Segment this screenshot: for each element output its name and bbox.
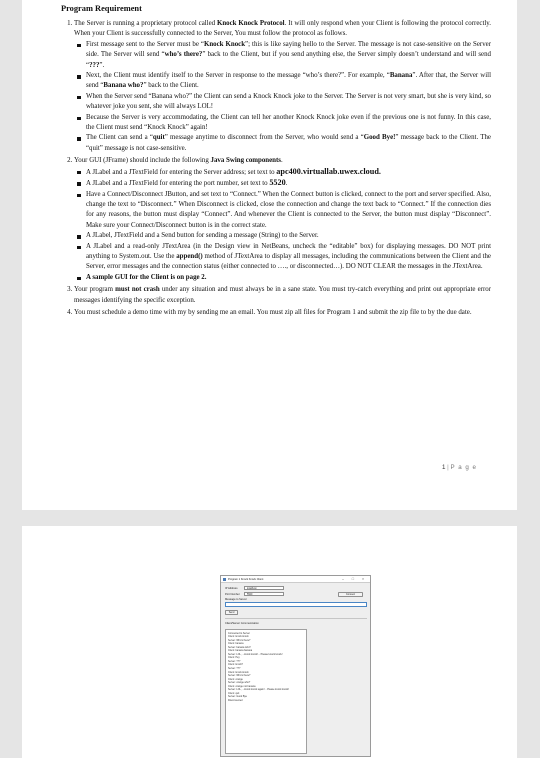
ip-address-field[interactable]: localhost (244, 586, 284, 590)
section-title: Program Requirement (61, 4, 142, 13)
page-number-value: 1 (441, 464, 446, 471)
text: A JLabel, JTextField and a Send button for sending a message (String) to the Server. (86, 232, 319, 240)
text: Have a Connect/Disconnect JButton, and set text to “Connect.” When the Connect button is clicked, connect to the port and server specified. Also, change the text to “Disconnect.” When Disconnect is clicked, close the connection and change the text back to “Connect.” If the connection dies for any reasons, the button must display “Connect”. And whenever the Client is connected to the Server, the button must display “Disconnect”. Make sure your Connect/Disconnect button is in the correct state. (86, 190, 491, 229)
window-titlebar (221, 576, 370, 583)
text: Next, the Client must identify itself to the Server in response to the message “who’s there?”. For example, “ (86, 72, 390, 80)
requirements-list (61, 19, 491, 318)
text: under any situation and must always be in a sane state. You must try-catch everything and print out appropriate error messages identifying the specific exception. (74, 286, 491, 304)
log-line: Server: banana who? (228, 645, 251, 649)
sample-gui-window (220, 575, 371, 757)
bold-text: ??? (89, 61, 100, 69)
log-line: Server: orange who? (228, 681, 251, 685)
gui-components-list (74, 167, 491, 283)
document-page-1 (22, 0, 517, 510)
text: ”. (99, 61, 105, 69)
communication-label: Client/Server Communication (225, 622, 259, 625)
text: A JLabel and a JTextField for entering the port number, set text to (86, 180, 270, 188)
text: Because the Server is very accommodating, the Client can tell her another Knock Knock joke even if the previous one is not funny. In this case, the Client must send “Knock Knock” again! (86, 113, 491, 132)
text: You must schedule a demo time with my by sending me an email. You must zip all files for Program 1 and submit the zip file to by the due date. (74, 308, 472, 316)
text: ” message back to the Client. The “quit” message is not case-sensitive. (86, 134, 491, 152)
message-label: Message to Server (225, 598, 247, 601)
page-number (442, 464, 477, 471)
text: The Server is running a proprietary protocol called (74, 20, 217, 27)
bold-text: A sample GUI for the Client is on page 2. (86, 273, 207, 281)
text: ”; this is like saying hello to the Server. The message is not case-sensitive on the Server side. The Server will send “ (86, 40, 491, 59)
log-line: Client: knock? (228, 663, 244, 667)
text: Your program (74, 286, 116, 294)
list-item (86, 273, 491, 283)
connect-button[interactable]: Connect (338, 592, 363, 597)
port-number-field[interactable]: 5520 (244, 592, 284, 596)
ip-address-label: IP Address (225, 586, 238, 590)
page-number-separator: | (447, 464, 449, 471)
log-line: Disconnected (228, 698, 243, 702)
bold-text: Banana who? (103, 82, 144, 90)
log-line: Server: ??? (228, 659, 241, 663)
ip-row (225, 586, 284, 590)
protocol-name: Knock Knock Protocol (216, 20, 285, 27)
list-item (86, 190, 491, 232)
server-address: apc400.virtuallab.uwex.cloud. (276, 166, 381, 176)
requirement-2 (74, 156, 491, 283)
bold-text: must not crash (115, 286, 160, 294)
list-item (86, 242, 491, 273)
port-row (225, 592, 284, 596)
text: When the Server send “Banana who?” the Client can send a Knock Knock joke to the Server. The Server is not very smart, but she is very kind, so whatever joke you sent, she will always LOL! (86, 92, 491, 111)
log-line: Server: LOL, ...knock knock!... Please knock knock! (228, 652, 283, 656)
text: A JLabel and a JTextField for entering the Server address; set text to (86, 168, 277, 176)
bold-text: Banana (389, 72, 413, 80)
requirement-1 (74, 19, 491, 154)
divider (225, 618, 367, 619)
list-item (86, 231, 491, 241)
communication-textarea[interactable] (225, 629, 307, 754)
log-line: Client: knock knock (228, 635, 249, 639)
bold-text: Knock Knock (203, 40, 246, 48)
send-button[interactable]: Send (225, 610, 238, 615)
log-line: Client: knock knock (228, 670, 249, 674)
text: Your GUI (JFrame) should include the following (74, 157, 211, 165)
bold-text: quit (152, 134, 165, 142)
list-item (86, 40, 491, 71)
bold-text: append() (176, 252, 203, 260)
message-input[interactable] (225, 602, 367, 607)
log-line: Client: quit (228, 691, 240, 695)
text: ” back to the Client. (143, 82, 199, 90)
text: A JLabel and a read-only JTextArea (in the Design view in NetBeans, uncheck the “editable” box) for displaying messages. DO NOT print anything to System.out. Use the (86, 242, 491, 260)
close-icon[interactable]: × (361, 577, 365, 581)
bold-text: Good Bye! (363, 134, 396, 142)
minimize-icon[interactable]: – (342, 577, 344, 581)
text: . It will only respond when your Client is following the protocol correctly. When your Client is successfully connected to the Server, You must follow the protocol as follows. (74, 20, 492, 38)
log-line: Connected to Server (228, 631, 250, 635)
text: The Client can send a “ (86, 134, 153, 142)
log-line: Server: LOL, ...knock knock again!... Please knock knock! (228, 688, 289, 692)
log-line: Client: banana banana (228, 649, 253, 653)
port-number: 5520 (269, 178, 286, 188)
text: . (280, 157, 283, 165)
page-number-label: P a g e (450, 464, 477, 471)
log-line: Server: Good Bye (228, 695, 248, 699)
list-item (86, 92, 491, 113)
log-line: Client: orange (228, 677, 243, 681)
document-page-2 (22, 526, 517, 758)
log-line: Server: Who's there? (228, 638, 251, 642)
log-line: Client: orange not banana (228, 684, 256, 688)
requirement-3 (74, 285, 491, 306)
list-item (86, 113, 491, 134)
list-item (86, 133, 491, 154)
text: ” back to the Client, but if you send anything else, the Server simply doesn’t understand and will send “ (86, 51, 491, 69)
log-line: Client: banana (228, 642, 244, 646)
java-app-icon (223, 578, 226, 581)
bold-text: who’s there? (164, 51, 203, 59)
text: . (285, 180, 288, 188)
list-item (86, 167, 491, 178)
log-line: Client: Hey (228, 656, 240, 660)
list-item (86, 178, 491, 189)
log-line: Server: ??? (228, 666, 241, 670)
list-item (86, 71, 491, 92)
bold-text: Java Swing components (210, 157, 281, 165)
text: ”. After that, the Server will send “ (86, 72, 491, 90)
text: ” message anytime to disconnect from the Server, who would send a “ (164, 134, 364, 142)
protocol-steps (74, 40, 491, 154)
log-line: Server: Who's there? (228, 674, 251, 678)
port-number-label: Port Number (225, 592, 240, 596)
requirement-4 (74, 308, 491, 318)
maximize-icon[interactable]: □ (351, 577, 355, 581)
text: First message sent to the Server must be “ (86, 40, 204, 48)
window-title: Program 1 Knock Knock Client (228, 577, 264, 581)
text: method of JTextArea to display all messages, including the communications between the Client and the Server, error messages and the connection status (either connected to …., or disconnected…). DO NOT CLEAR the messages in the JTextArea. (86, 252, 491, 271)
